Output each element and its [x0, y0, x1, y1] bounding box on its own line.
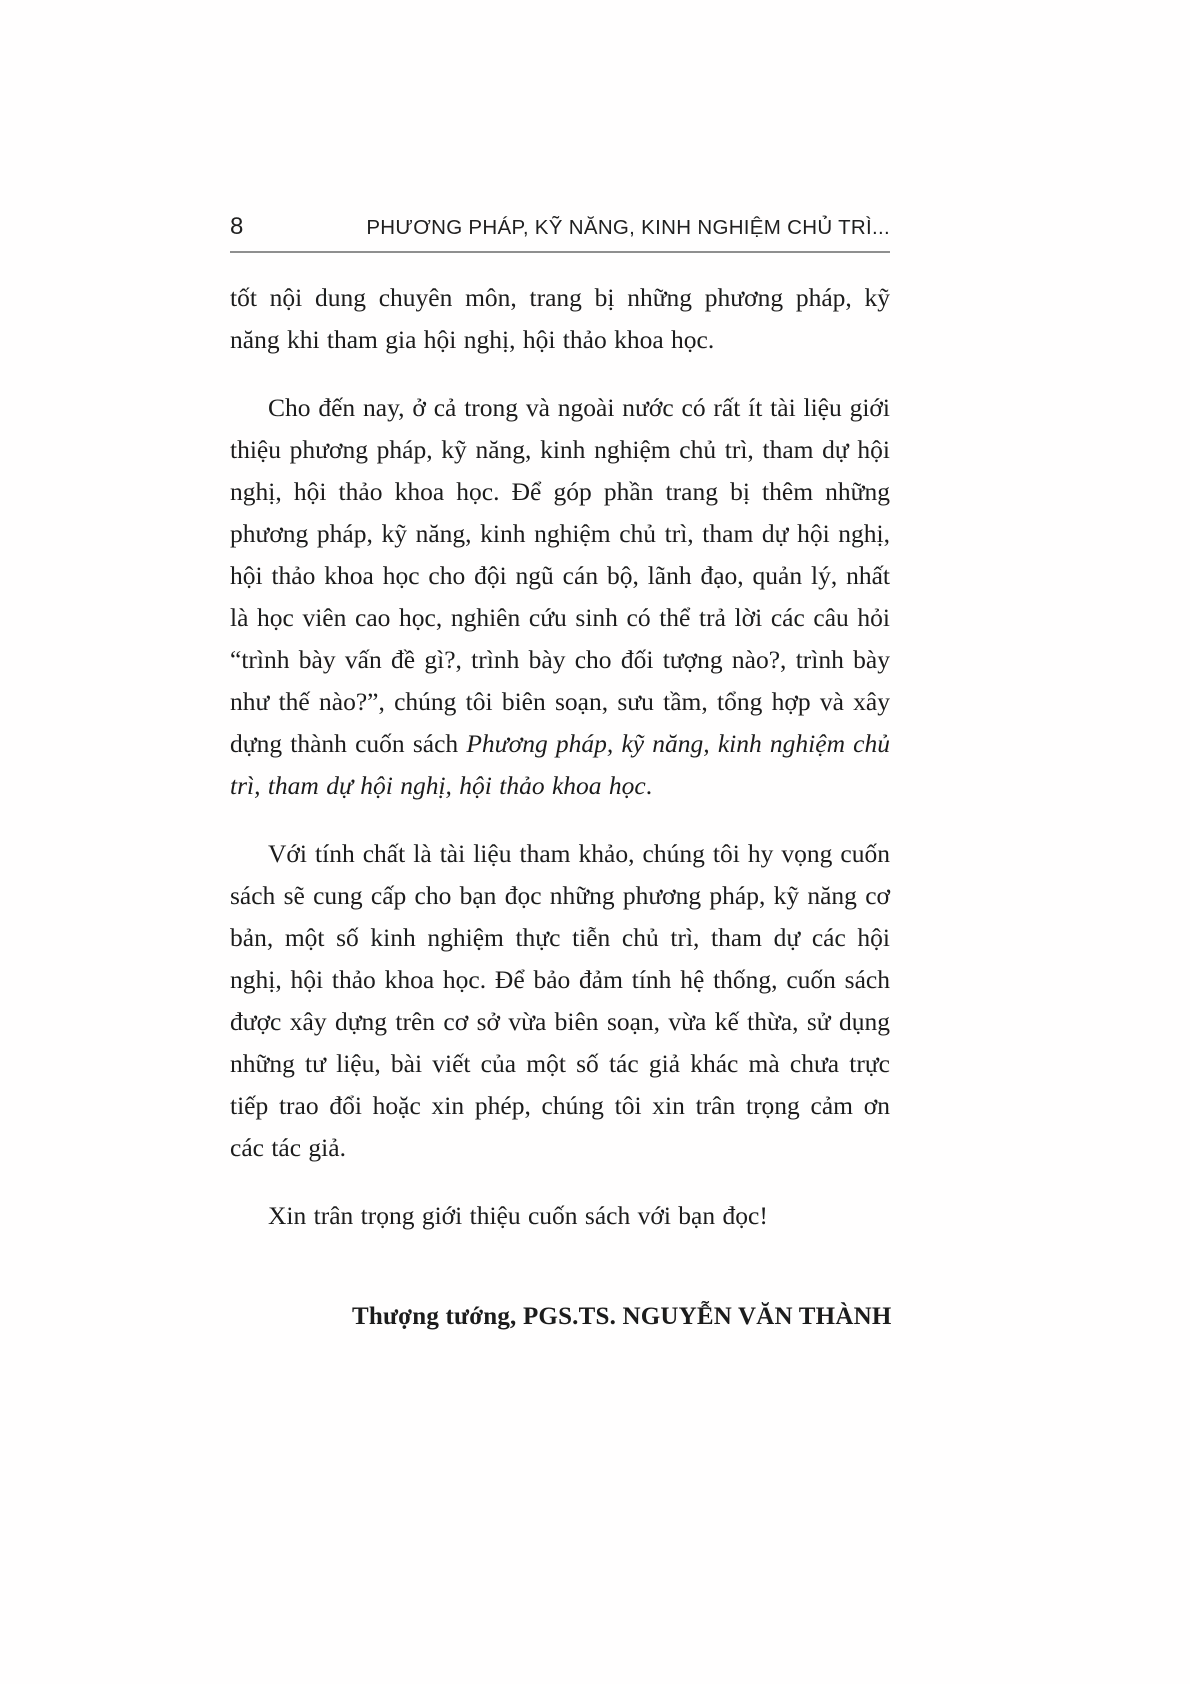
author-signature: Thượng tướng, PGS.TS. NGUYỄN VĂN THÀNH	[352, 1303, 892, 1330]
page-number: 8	[230, 213, 244, 240]
book-title-italic: Phương pháp, kỹ năng, kinh nghiệm chủ trì, tham dự hội nghị, hội thảo khoa học	[230, 729, 890, 800]
paragraph-4: Xin trân trọng giới thiệu cuốn sách với bạn đọc!	[268, 1201, 768, 1230]
page-body	[230, 277, 890, 1331]
running-title: PHƯƠNG PHÁP, KỸ NĂNG, KINH NGHIỆM CHỦ TRÌ...	[366, 216, 890, 239]
paragraph-1: tốt nội dung chuyên môn, trang bị những phương pháp, kỹ năng khi tham gia hội nghị, hội thảo khoa học.	[230, 283, 890, 354]
paragraph-2-text: Cho đến nay, ở cả trong và ngoài nước có rất ít tài liệu giới thiệu phương pháp, kỹ năng, kinh nghiệm chủ trì, tham dự hội nghị, hội thảo khoa học. Để góp phần trang bị thêm những phương pháp, kỹ năng, kinh nghiệm chủ trì, tham dự hội nghị, hội thảo khoa học cho đội ngũ cán bộ, lãnh đạo, quản lý, nhất là học viên cao học, nghiên cứu sinh có thể trả lời các câu hỏi “trình bày vấn đề gì?, trình bày cho đối tượng nào?, trình bày như thế nào?”, chúng tôi biên soạn, sưu tầm, tổng hợp và xây dựng thành cuốn sách	[230, 393, 890, 758]
text-column	[230, 0, 890, 1356]
header-rule	[230, 251, 890, 253]
page-header	[230, 213, 890, 241]
paragraph-2	[230, 387, 890, 807]
paragraph-3: Với tính chất là tài liệu tham khảo, chúng tôi hy vọng cuốn sách sẽ cung cấp cho bạn đọc những phương pháp, kỹ năng cơ bản, một số kinh nghiệm thực tiễn chủ trì, tham dự các hội nghị, hội thảo khoa học. Để bảo đảm tính hệ thống, cuốn sách được xây dựng trên cơ sở vừa biên soạn, vừa kế thừa, sử dụng những tư liệu, bài viết của một số tác giả khác mà chưa trực tiếp trao đổi hoặc xin phép, chúng tôi xin trân trọng cảm ơn các tác giả.	[230, 839, 890, 1162]
paragraph-2-period: .	[645, 771, 653, 800]
